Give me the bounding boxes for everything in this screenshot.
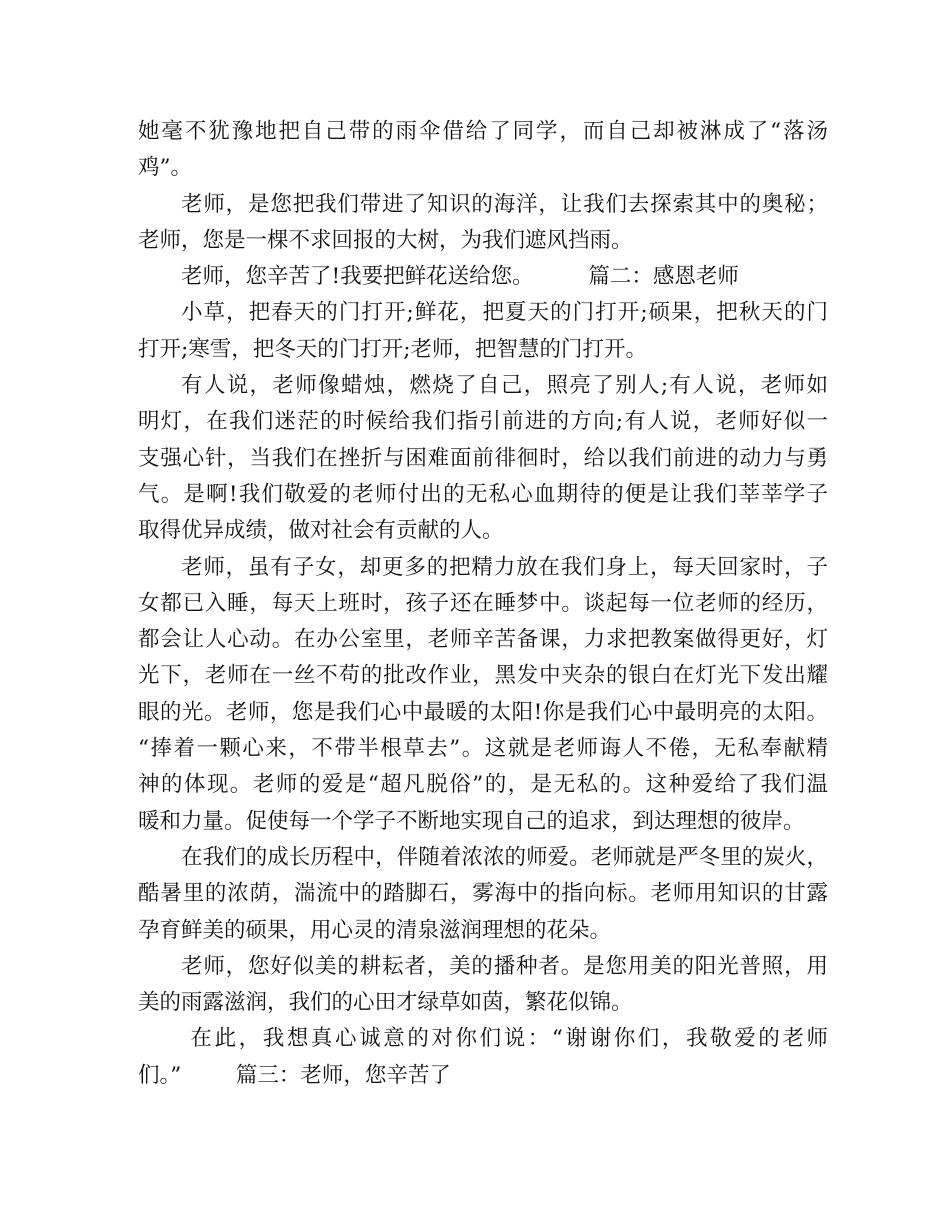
text-line: 神的体现。老师的爱是“超凡脱俗”的，是无私的。这种爱给了我们温	[138, 772, 828, 798]
text-line: 老师，虽有子女，却更多的把精力放在我们身上，每天回家时，子	[181, 554, 828, 580]
text-line: 眼的光。老师，您是我们心中最暖的太阳!你是我们心中最明亮的太阳。	[138, 699, 828, 725]
text-line: 打开;寒雪，把冬天的门打开;老师，把智慧的门打开。	[138, 336, 647, 362]
text-line: 支强心针，当我们在挫折与困难面前徘徊时，给以我们前进的动力与勇	[138, 445, 828, 471]
text-line: “捧着一颗心来，不带半根草去”。这就是老师诲人不倦，无私奉献精	[138, 736, 828, 762]
essay-body	[138, 114, 828, 1094]
text-line: 气。是啊!我们敬爱的老师付出的无私心血期待的便是让我们莘莘学子	[138, 481, 828, 507]
text-line: 老师，您好似美的耕耘者，美的播种者。是您用美的阳光普照，用	[181, 953, 828, 979]
text-line: 孕育鲜美的硕果，用心灵的清泉滋润理想的花朵。	[138, 917, 612, 943]
text-line: 暖和力量。促使每一个学子不断地实现自己的追求，到达理想的彼岸。	[138, 808, 805, 834]
text-line: 女都已入睡，每天上班时，孩子还在睡梦中。谈起每一位老师的经历，	[138, 590, 828, 616]
text-line: 小草，把春天的门打开;鲜花，把夏天的门打开;硕果，把秋天的门	[181, 300, 828, 326]
text-line: 酷暑里的浓荫，湍流中的踏脚石，雾海中的指向标。老师用知识的甘露	[138, 881, 828, 907]
text-line: 老师，是您把我们带进了知识的海洋，让我们去探索其中的奥秘；	[181, 191, 828, 217]
text-line: 在此，我想真心诚意的对你们说：“谢谢你们，我敬爱的老师	[181, 1026, 828, 1052]
text-line: 有人说，老师像蜡烛，燃烧了自己，照亮了别人;有人说，老师如	[181, 373, 828, 399]
text-line: 取得优异成绩，做对社会有贡献的人。	[138, 518, 504, 544]
text-line: 她毫不犹豫地把自己带的雨伞借给了同学，而自己却被淋成了“落汤	[138, 119, 828, 144]
text-line: 美的雨露滋润，我们的心田才绿草如茵，繁花似锦。	[138, 990, 633, 1016]
text-line: 都会让人心动。在办公室里，老师辛苦备课，力求把教案做得更好，灯	[138, 627, 828, 653]
text-line: 鸡”。	[138, 155, 192, 181]
text-line: 光下，老师在一丝不苟的批改作业，黑发中夹杂的银白在灯光下发出耀	[138, 663, 828, 689]
text-line: 老师，您辛苦了!我要把鲜花送给您。 篇二：感恩老师	[181, 264, 739, 290]
text-line: 们。” 篇三：老师，您辛苦了	[138, 1062, 451, 1088]
text-line: 明灯，在我们迷茫的时候给我们指引前进的方向;有人说，老师好似一	[138, 409, 828, 435]
text-line: 在我们的成长历程中，伴随着浓浓的师爱。老师就是严冬里的炭火，	[181, 844, 828, 870]
text-line: 老师，您是一棵不求回报的大树，为我们遮风挡雨。	[138, 227, 633, 253]
